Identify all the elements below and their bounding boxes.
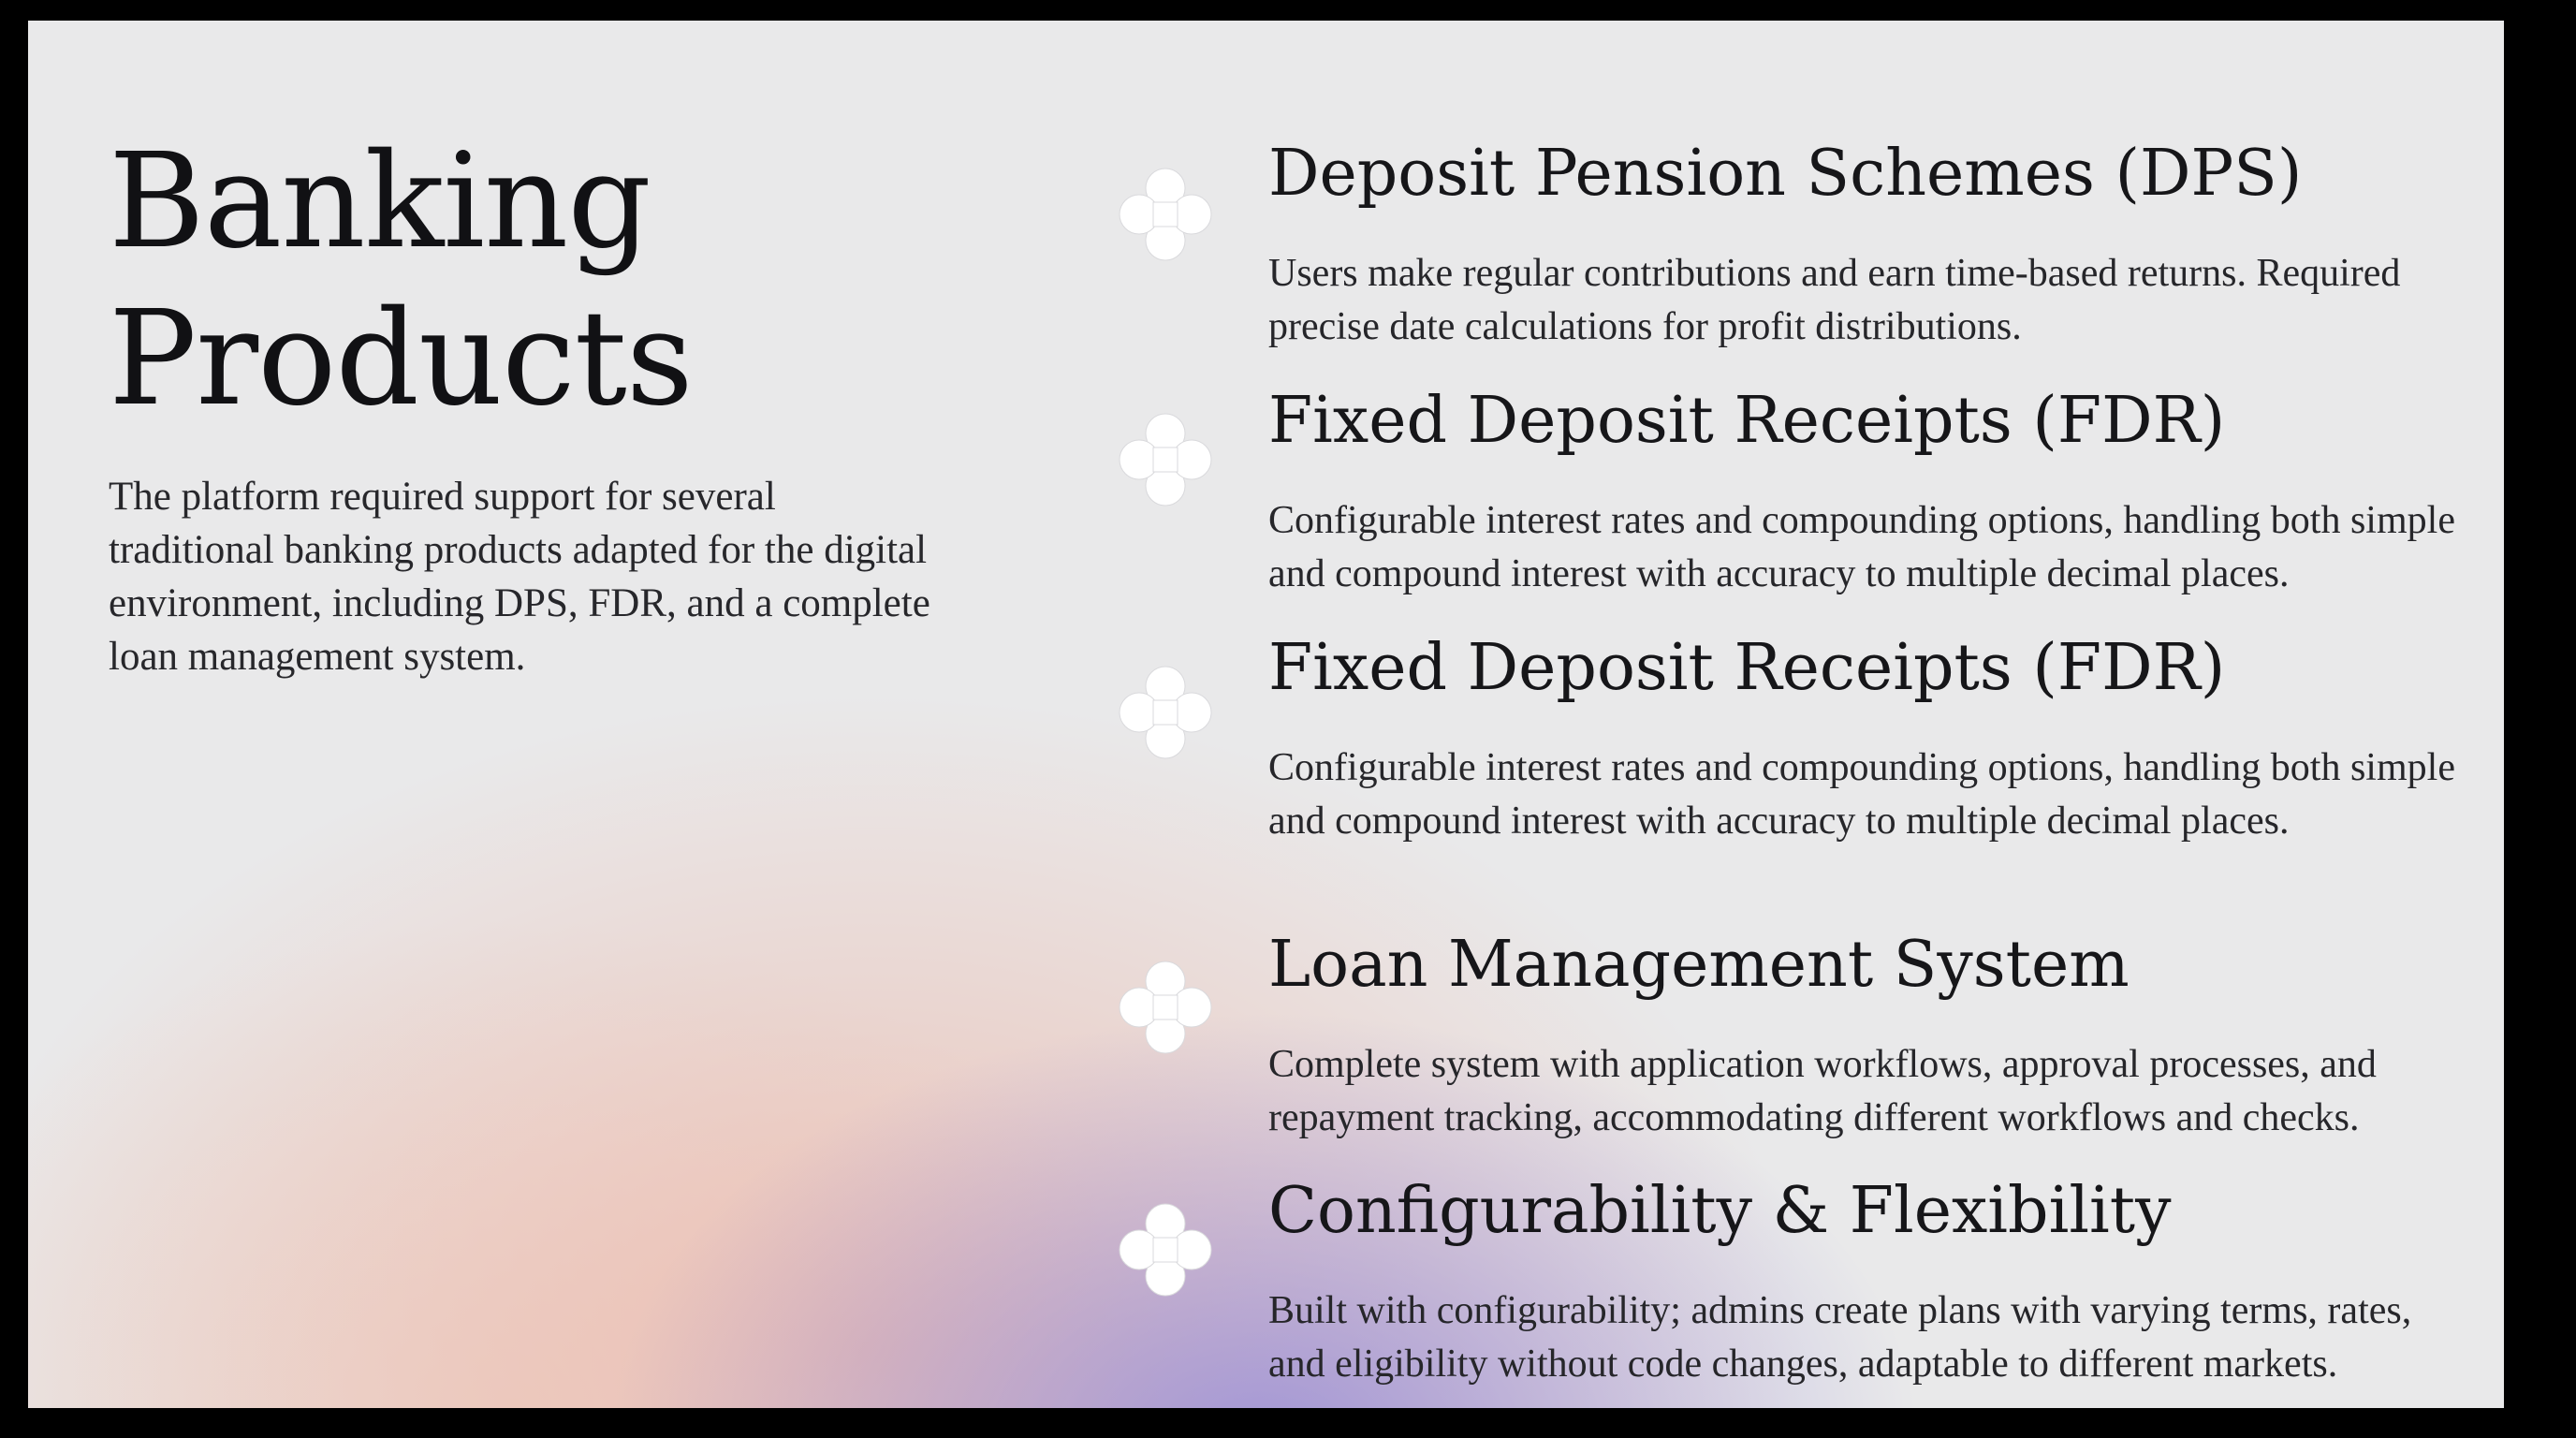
- clover-icon: [1114, 661, 1217, 764]
- product-heading: Fixed Deposit Receipts (FDR): [1268, 384, 2226, 458]
- page-title-line-1: Banking: [109, 125, 651, 278]
- product-heading: Configurability & Flexibility: [1268, 1174, 2172, 1248]
- product-list: [28, 21, 2504, 1408]
- product-heading: Loan Management System: [1268, 928, 2130, 1002]
- product-description: Configurable interest rates and compounding options, handling both simple and compound interest with accuracy to multiple decimal places.: [1268, 499, 2455, 595]
- slide: [28, 21, 2504, 1408]
- clover-icon: [1114, 956, 1217, 1059]
- clover-icon: [1114, 408, 1217, 511]
- page-title-line-2: Products: [109, 283, 693, 435]
- product-heading: Deposit Pension Schemes (DPS): [1268, 137, 2303, 211]
- clover-icon: [1114, 163, 1217, 266]
- product-description: Built with configurability; admins create plans with varying terms, rates, and eligibility without code changes, adaptable to different markets.: [1268, 1289, 2412, 1386]
- product-description: Complete system with application workflows, approval processes, and repayment tracking, accommodating different workflows and checks.: [1268, 1043, 2377, 1139]
- product-description: Configurable interest rates and compounding options, handling both simple and compound interest with accuracy to multiple decimal places.: [1268, 746, 2455, 843]
- product-description: Users make regular contributions and earn time-based returns. Required precise date calculations for profit distributions.: [1268, 252, 2401, 348]
- intro-paragraph: The platform required support for several traditional banking products adapted for the digital environment, including DPS, FDR, and a complete loan management system.: [109, 475, 930, 679]
- product-heading: Fixed Deposit Receipts (FDR): [1268, 631, 2226, 705]
- clover-icon: [1114, 1198, 1217, 1301]
